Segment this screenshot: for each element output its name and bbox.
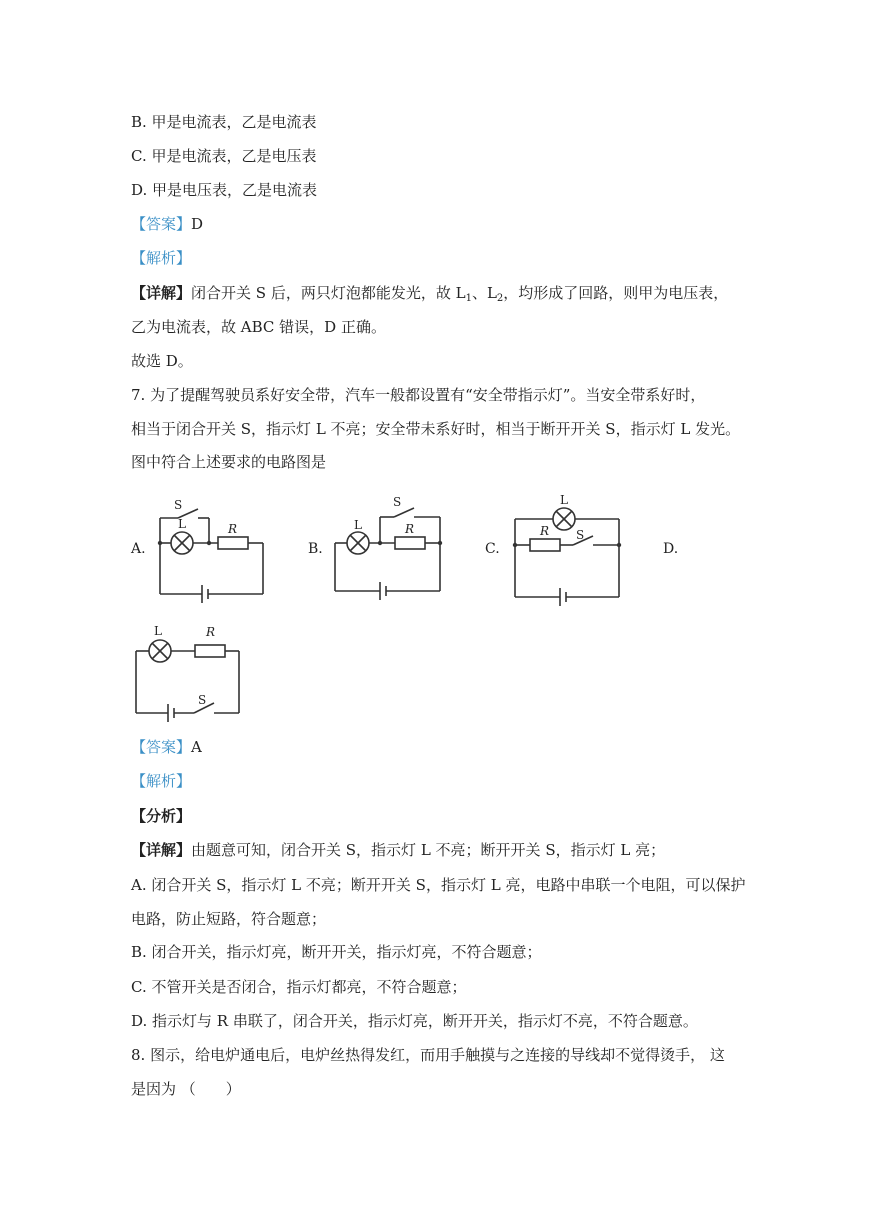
answer-tag: 【答案】 (131, 738, 192, 756)
q6-option-c: C. 甲是电流表，乙是电压表 (131, 147, 317, 165)
resistor-label: R (405, 522, 415, 536)
q7-explain-b: B. 闭合开关，指示灯亮，断开开关，指示灯亮，不符合题意； (131, 943, 542, 961)
q6-conclusion: 故选 D。 (131, 352, 193, 370)
subscript-1: 1 (465, 293, 472, 304)
q6-detail-line1 (131, 283, 728, 309)
q7-stem-line3: 图中符合上述要求的电路图是 (131, 453, 327, 471)
switch-label: S (576, 528, 585, 542)
q7-analysis-line (131, 771, 191, 791)
q7-explain-a-line1: A. 闭合开关 S，指示灯 L 不亮；断开开关 S，指示灯 L 亮，电路中串联一个电阻，可以保护 (131, 876, 746, 894)
answer-value: A (191, 738, 202, 756)
q7-fenxi-line (131, 806, 191, 826)
q6-answer-line (131, 214, 203, 234)
q6-option-b: B. 甲是电流表，乙是电流表 (131, 113, 317, 131)
detail-tag: 【详解】 (131, 841, 192, 859)
q7-detail-line (131, 840, 665, 860)
q7-stem-line2: 相当于闭合开关 S，指示灯 L 不亮；安全带未系好时，相当于断开开关 S，指示灯 L 发光。 (131, 420, 741, 438)
detail-text-a: 闭合开关 S 后，两只灯泡都能发光，故 L (191, 284, 466, 302)
circuit-diagram-b (325, 490, 455, 605)
detail-text-c: ，均形成了回路，则甲为电压表， (503, 284, 729, 302)
subscript-2: 2 (496, 293, 504, 304)
analysis-tag: 【解析】 (131, 249, 192, 267)
detail-text: 由题意可知，闭合开关 S，指示灯 L 不亮；断开开关 S，指示灯 L 亮； (191, 841, 666, 859)
q6-option-d: D. 甲是电压表，乙是电流表 (131, 181, 318, 199)
answer-value: D (191, 215, 204, 233)
q6-detail-line2: 乙为电流表，故 ABC 错误，D 正确。 (131, 318, 386, 336)
analysis-tag: 【解析】 (131, 772, 192, 790)
option-c-label: C. (485, 541, 500, 557)
q7-explain-a-line2: 电路，防止短路，符合题意； (131, 910, 327, 928)
lamp-label: L (178, 517, 186, 531)
lamp-label: L (354, 518, 362, 532)
lamp-label: L (560, 493, 568, 507)
detail-text-b: 、L (471, 284, 497, 302)
resistor-label: R (206, 625, 216, 639)
detail-tag: 【详解】 (131, 284, 192, 302)
option-a-label: A. (131, 541, 146, 557)
circuit-diagram-a (150, 495, 275, 610)
resistor-label: R (540, 524, 550, 538)
q7-explain-d: D. 指示灯与 R 串联了，闭合开关，指示灯亮，断开开关，指示灯不亮，不符合题意。 (131, 1012, 698, 1030)
q8-stem-line2: 是因为 （ ） (131, 1080, 241, 1098)
answer-tag: 【答案】 (131, 215, 192, 233)
option-b-label: B. (308, 541, 323, 557)
option-d-label: D. (663, 541, 679, 557)
q7-answer-line (131, 737, 202, 757)
lamp-label: L (154, 624, 162, 638)
switch-label: S (198, 693, 207, 707)
q7-explain-c: C. 不管开关是否闭合，指示灯都亮，不符合题意； (131, 978, 467, 996)
resistor-label: R (228, 522, 238, 536)
switch-label: S (174, 498, 183, 512)
q6-analysis-line (131, 248, 191, 268)
fenxi-tag: 【分析】 (131, 807, 192, 825)
switch-label: S (393, 495, 402, 509)
q7-stem-line1: 7. 为了提醒驾驶员系好安全带，汽车一般都设置有“安全带指示灯”。当安全带系好时， (131, 386, 706, 404)
circuit-diagram-c (505, 487, 630, 607)
circuit-diagram-d (128, 618, 253, 723)
q8-stem-line1: 8. 图示，给电炉通电后，电炉丝热得发红，而用手触摸与之连接的导线却不觉得烫手， 这 (131, 1046, 725, 1064)
